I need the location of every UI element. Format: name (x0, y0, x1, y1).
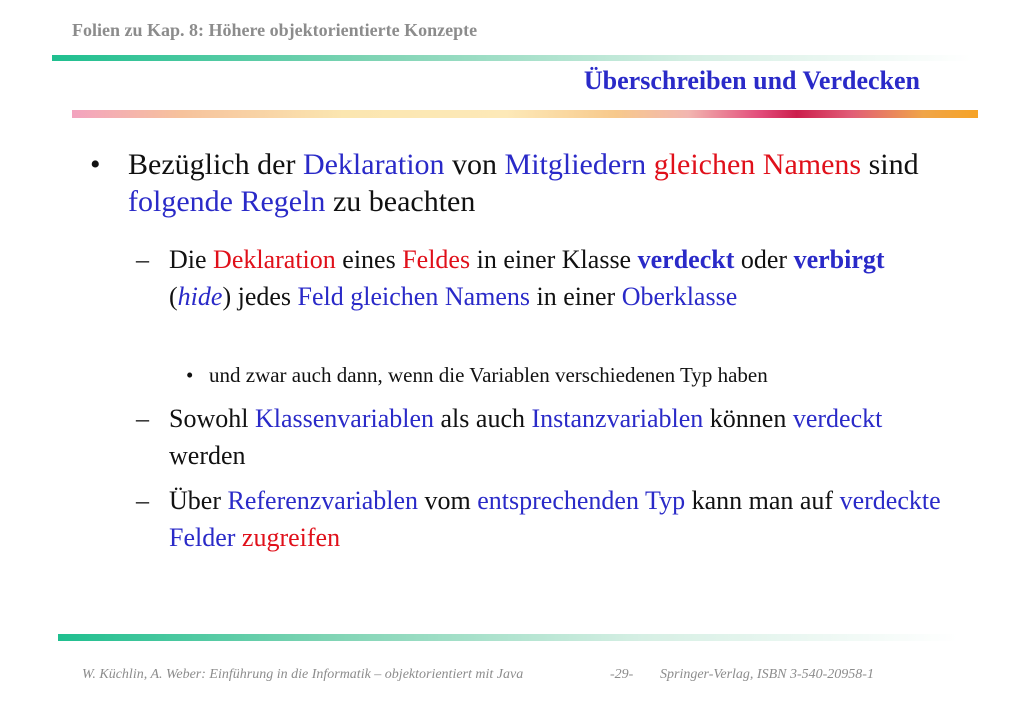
text-run: verdeckt (792, 404, 883, 433)
text-run: Sowohl (169, 404, 255, 433)
text-run: entsprechenden Typ (477, 486, 686, 515)
bullet-text (169, 241, 946, 315)
dash-marker: – (136, 486, 149, 515)
bullet-level2 (136, 241, 946, 315)
text-run: Feldes (402, 245, 471, 274)
text-run: folgende Regeln (128, 185, 326, 218)
text-run: Referenzvariablen (227, 486, 419, 515)
text-run: Die (169, 245, 214, 274)
text-run: zu beachten (325, 185, 476, 218)
text-run: von (444, 148, 505, 181)
bullet-marker: • (90, 148, 101, 181)
text-run: hide (177, 282, 223, 311)
bullet-level3 (186, 361, 946, 389)
text-run: Klassenvariablen (254, 404, 435, 433)
text-run (646, 148, 654, 181)
bullet-marker: • (186, 363, 194, 387)
chapter-header: Folien zu Kap. 8: Höhere objektorientierte Konzepte (72, 20, 478, 40)
bullet-text (169, 482, 946, 556)
text-run: Instanzvariablen (531, 404, 704, 433)
text-run: als auch (434, 404, 532, 433)
footer-divider (58, 634, 958, 641)
text-run: verdeckt (637, 245, 735, 274)
text-run: vom (418, 486, 478, 515)
text-run: Feld gleichen Namens (297, 282, 531, 311)
text-run: ( (169, 282, 178, 311)
text-run: Über (169, 486, 228, 515)
text-run: oder (734, 245, 794, 274)
text-run: Oberklasse (621, 282, 738, 311)
footer-page-number: -29- (610, 667, 634, 682)
text-run: in einer Klasse (470, 245, 638, 274)
text-run: verdeckte Felder (169, 486, 941, 552)
text-run: zugreifen (241, 523, 341, 552)
footer-authors: W. Küchlin, A. Weber: Einführung in die Informatik – objektorientiert mit Java (82, 667, 524, 682)
dash-marker: – (136, 404, 149, 433)
bullet-level2 (136, 400, 946, 474)
bullet-level1 (90, 146, 950, 220)
text-run: ) jedes (222, 282, 298, 311)
text-run: eines (335, 245, 403, 274)
bullet-level2 (136, 482, 946, 556)
bullet-text: und zwar auch dann, wenn die Variablen verschiedenen Typ haben (209, 363, 768, 387)
footer-publisher: Springer-Verlag, ISBN 3-540-20958-1 (660, 667, 874, 682)
text-run: werden (169, 441, 246, 470)
text-run: Deklaration (302, 148, 445, 181)
text-run: sind (861, 148, 919, 181)
text-run: gleichen Namens (653, 148, 862, 181)
text-run: Mitgliedern (504, 148, 647, 181)
text-run: in einer (530, 282, 622, 311)
text-run: verbirgt (793, 245, 885, 274)
text-run: Bezüglich der (128, 148, 303, 181)
text-run: kann man auf (685, 486, 840, 515)
slide-title: Überschreiben und Verdecken (583, 66, 920, 95)
bullet-text (128, 146, 950, 220)
text-run: Deklaration (213, 245, 336, 274)
text-run: können (703, 404, 793, 433)
dash-marker: – (136, 245, 149, 274)
bullet-text (169, 400, 946, 474)
